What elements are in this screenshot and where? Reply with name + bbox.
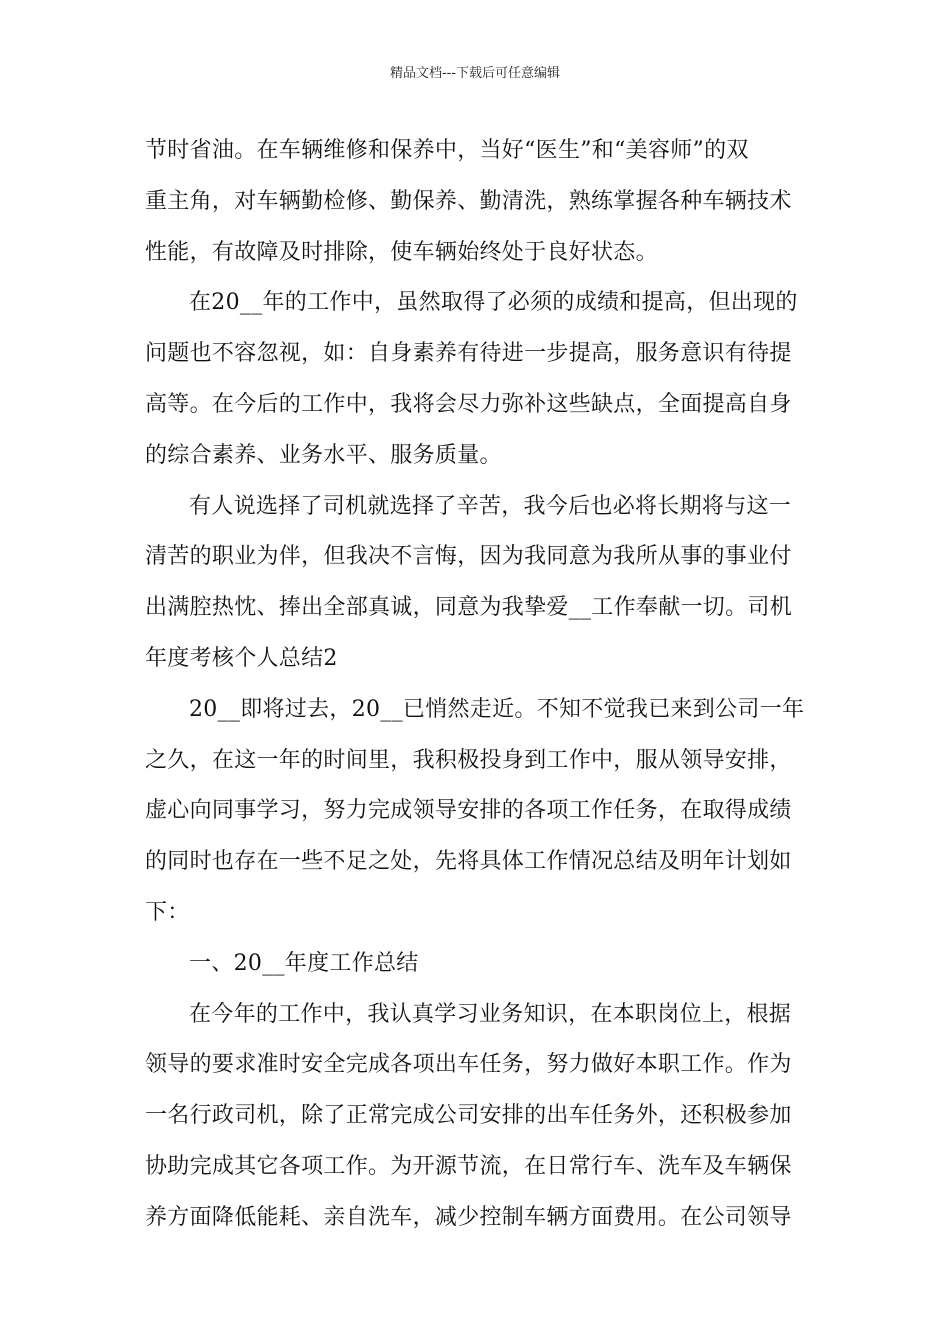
text-line: 养方面降低能耗、亲自洗车，减少控制车辆方面费用。在公司领导 — [145, 1204, 792, 1230]
text-line: 之久，在这一年的时间里，我积极投身到工作中，服从领导安排， — [145, 747, 792, 773]
text-line: 清苦的职业为伴，但我决不言悔，因为我同意为我所从事的事业付 — [145, 544, 792, 570]
section-title: 年度考核个人总结2 — [145, 645, 338, 671]
text-line: 领导的要求准时安全完成各项出车任务，努力做好本职工作。作为 — [145, 1052, 792, 1078]
text-line: 性能，有故障及时排除，使车辆始终处于良好状态。 — [145, 239, 658, 265]
text-line: 重主角，对车辆勤检修、勤保养、勤清洗，熟练掌握各种车辆技术 — [145, 188, 792, 214]
text-line: 问题也不容忽视，如：自身素养有待进一步提高，服务意识有待提 — [145, 341, 792, 367]
text-line: 虚心向同事学习，努力完成领导安排的各项工作任务，在取得成绩 — [145, 798, 792, 824]
text-line: 协助完成其它各项工作。为开源节流，在日常行车、洗车及车辆保 — [145, 1153, 792, 1179]
text-line: 一名行政司机，除了正常完成公司安排的出车任务外，还积极参加 — [145, 1103, 792, 1129]
text-line: 下： — [145, 899, 190, 925]
text-line: 的同时也存在一些不足之处，先将具体工作情况总结及明年计划如 — [145, 849, 792, 875]
text-line: 的综合素养、业务水平、服务质量。 — [145, 442, 502, 468]
text-line: 在今年的工作中，我认真学习业务知识，在本职岗位上，根据 — [189, 1001, 792, 1027]
text-line: 高等。在今后的工作中，我将会尽力弥补这些缺点，全面提高自身 — [145, 391, 792, 417]
text-line: 有人说选择了司机就选择了辛苦，我今后也必将长期将与这一 — [189, 493, 792, 519]
subsection-heading: 一、20__年度工作总结 — [189, 950, 419, 976]
page-header: 精品文档---下载后可任意编辑 — [389, 66, 561, 81]
text-line: 出满腔热忱、捧出全部真诚，同意为我挚爱__工作奉献一切。司机 — [145, 595, 793, 621]
document-body — [145, 126, 810, 1244]
text-line: 在20__年的工作中，虽然取得了必须的成绩和提高，但出现的 — [189, 290, 798, 316]
text-line: 20__即将过去，20__已悄然走近。不知不觉我已来到公司一年 — [189, 696, 805, 722]
text-line: 节时省油。在车辆维修和保养中，当好“医生”和“美容师”的双 — [145, 138, 749, 163]
